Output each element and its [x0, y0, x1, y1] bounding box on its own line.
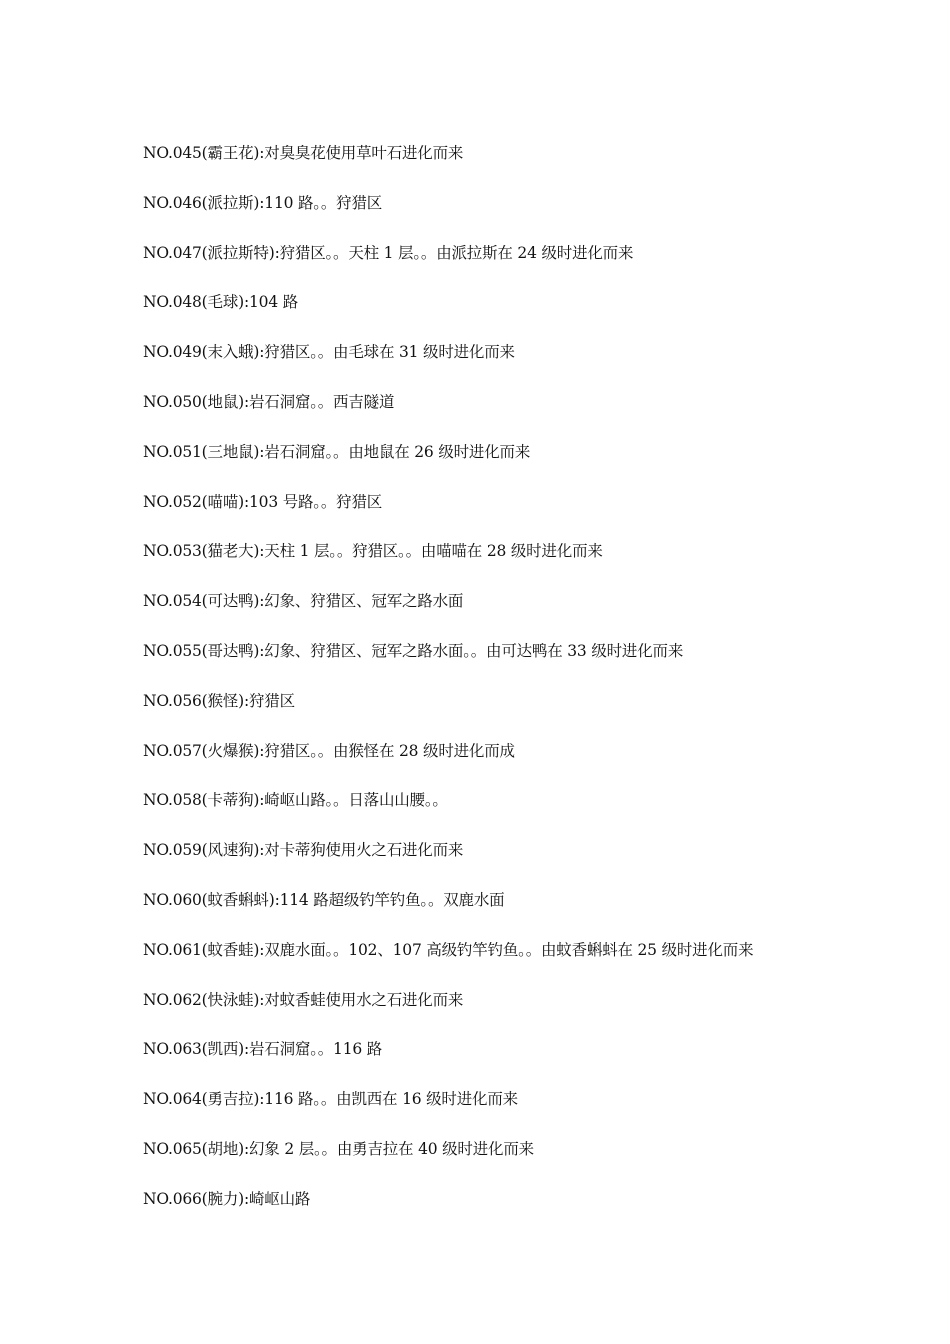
entry-no060: NO.060(蚊香蝌蚪):114 路超级钓竿钓鱼。。双鹿水面 [143, 890, 505, 909]
entry-no047: NO.047(派拉斯特):狩猎区。。天柱 1 层。。由派拉斯在 24 级时进化而来 [143, 243, 634, 262]
entry-no065: NO.065(胡地):幻象 2 层。。由勇吉拉在 40 级时进化而来 [143, 1139, 534, 1158]
entry-no063: NO.063(凯西):岩石洞窟。。116 路 [143, 1040, 383, 1059]
entry-no061: NO.061(蚊香蛙):双鹿水面。。102、107 高级钓竿钓鱼。。由蚊香蝌蚪在 25 级时进化而来 [143, 940, 754, 959]
entry-no046: NO.046(派拉斯):110 路。。狩猎区 [143, 193, 383, 212]
entry-no049: NO.049(末入蛾):狩猎区。。由毛球在 31 级时进化而来 [143, 343, 515, 362]
entry-no050: NO.050(地鼠):岩石洞窟。。西吉隧道 [143, 392, 395, 411]
entry-no059: NO.059(风速狗):对卡蒂狗使用火之石进化而来 [143, 841, 464, 860]
entry-no058: NO.058(卡蒂狗):崎岖山路。。日落山山腰。。 [143, 791, 448, 810]
entry-no066: NO.066(腕力):崎岖山路 [143, 1189, 311, 1208]
entry-no057: NO.057(火爆猴):狩猎区。。由猴怪在 28 级时进化而成 [143, 741, 515, 760]
entry-no053: NO.053(猫老大):天柱 1 层。。狩猎区。。由喵喵在 28 级时进化而来 [143, 542, 603, 561]
entry-no048: NO.048(毛球):104 路 [143, 293, 299, 312]
entry-no052: NO.052(喵喵):103 号路。。狩猎区 [143, 492, 383, 511]
entry-no051: NO.051(三地鼠):岩石洞窟。。由地鼠在 26 级时进化而来 [143, 442, 531, 461]
entry-no054: NO.054(可达鸭):幻象、狩猎区、冠军之路水面 [143, 592, 464, 611]
entry-no055: NO.055(哥达鸭):幻象、狩猎区、冠军之路水面。。由可达鸭在 33 级时进化而来 [143, 641, 684, 660]
entry-no045: NO.045(霸王花):对臭臭花使用草叶石进化而来 [143, 144, 464, 162]
entry-no056: NO.056(猴怪):狩猎区 [143, 691, 295, 710]
entry-list [143, 142, 903, 1238]
entry-no064: NO.064(勇吉拉):116 路。。由凯西在 16 级时进化而来 [143, 1090, 518, 1109]
entry-no062: NO.062(快泳蛙):对蚊香蛙使用水之石进化而来 [143, 990, 464, 1009]
